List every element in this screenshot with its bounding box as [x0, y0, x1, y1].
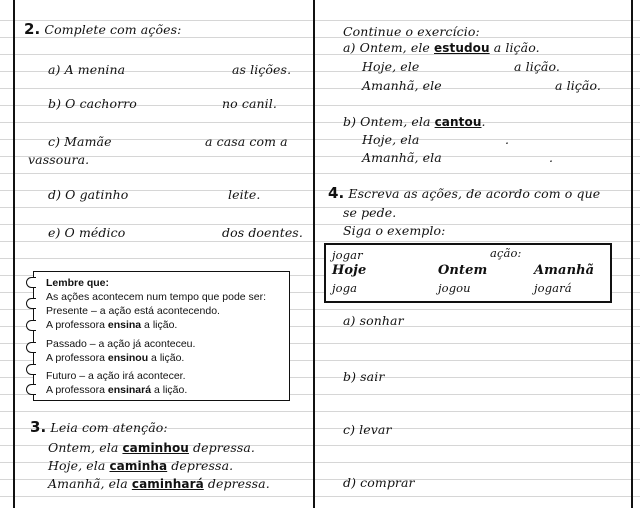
continue-a-line-2-end: a lição. [514, 59, 560, 74]
left-margin-line [13, 0, 15, 508]
reminder-box [33, 271, 290, 401]
continue-b-line-2: Hoje, ela [362, 132, 420, 147]
reminder-example-present: A professora ensina a lição. [46, 319, 178, 331]
continue-a-line-3: Amanhã, ele [362, 78, 442, 93]
q2-b-left: b) O cachorro [48, 96, 137, 111]
reminder-line: As ações acontecem num tempo que pode ser: [46, 291, 267, 303]
binder-ring-icon [26, 384, 36, 395]
reminder-line: Passado – a ação já aconteceu. [46, 338, 196, 350]
q4-title-cont: se pede. [343, 205, 397, 220]
q3-number: 3. [30, 418, 47, 436]
binder-ring-icon [26, 277, 36, 288]
example-val-joga: joga [332, 281, 358, 295]
binder-ring-icon [26, 298, 36, 309]
q2-e-left: e) O médico [48, 225, 126, 240]
q2-e-right: dos doentes. [222, 225, 303, 240]
binder-ring-icon [26, 364, 36, 375]
q3-title: Leia com atenção: [50, 420, 168, 435]
continue-b-line-3: Amanhã, ela [362, 150, 442, 165]
continue-title: Continue o exercício: [343, 24, 480, 39]
q2-c-left: c) Mamãe [48, 134, 112, 149]
center-divider-line [313, 0, 315, 508]
q3-line-3: Amanhã, ela caminhará depressa. [48, 476, 270, 491]
reminder-line: Presente – a ação está acontecendo. [46, 305, 220, 317]
right-margin-line [631, 0, 633, 508]
continue-b-line-3-end: . [549, 150, 554, 165]
example-verb: jogar [332, 248, 363, 262]
q2-a-left: a) A menina [48, 62, 126, 77]
continue-a-line-1: a) Ontem, ele estudou a lição. [343, 40, 540, 55]
binder-ring-icon [26, 342, 36, 353]
binder-ring-icon [26, 320, 36, 331]
example-col-hoje: Hoje [332, 263, 367, 278]
q4-subtitle: Siga o exemplo: [343, 223, 446, 238]
continue-b-line-2-end: . [505, 132, 510, 147]
q2-d-right: leite. [228, 187, 261, 202]
example-action-label: ação: [490, 246, 522, 260]
example-val-jogara: jogará [534, 281, 572, 295]
reminder-line: Futuro – a ação irá acontecer. [46, 370, 186, 382]
q2-d-left: d) O gatinho [48, 187, 129, 202]
example-box [324, 243, 612, 303]
q2-c-cont: vassoura. [28, 152, 90, 167]
q4-item-c: c) levar [343, 422, 392, 437]
q2-number: 2. [24, 20, 41, 38]
example-val-jogou: jogou [438, 281, 471, 295]
q2-title: Complete com ações: [44, 22, 182, 37]
reminder-example-past: A professora ensinou a lição. [46, 352, 185, 364]
continue-a-line-2: Hoje, ele [362, 59, 420, 74]
q2-b-right: no canil. [222, 96, 277, 111]
reminder-title: Lembre que: [46, 277, 110, 289]
q4-item-d: d) comprar [343, 475, 415, 490]
q4-item-a: a) sonhar [343, 313, 404, 328]
q2-a-right: as lições. [232, 62, 292, 77]
q4-number: 4. [328, 184, 345, 202]
example-col-amanha: Amanhã [534, 263, 595, 278]
reminder-example-future: A professora ensinará a lição. [46, 384, 188, 396]
q2-c-right: a casa com a [205, 134, 288, 149]
q2-heading [24, 20, 181, 38]
continue-a-line-3-end: a lição. [555, 78, 601, 93]
example-col-ontem: Ontem [438, 263, 488, 278]
q3-heading [30, 418, 168, 436]
q4-item-b: b) sair [343, 369, 385, 384]
q3-line-1: Ontem, ela caminhou depressa. [48, 440, 255, 455]
q4-title: Escreva as ações, de acordo com o que [348, 186, 601, 201]
q3-line-2: Hoje, ela caminha depressa. [48, 458, 234, 473]
continue-b-line-1: b) Ontem, ela cantou. [343, 114, 486, 129]
q4-heading [328, 184, 600, 202]
